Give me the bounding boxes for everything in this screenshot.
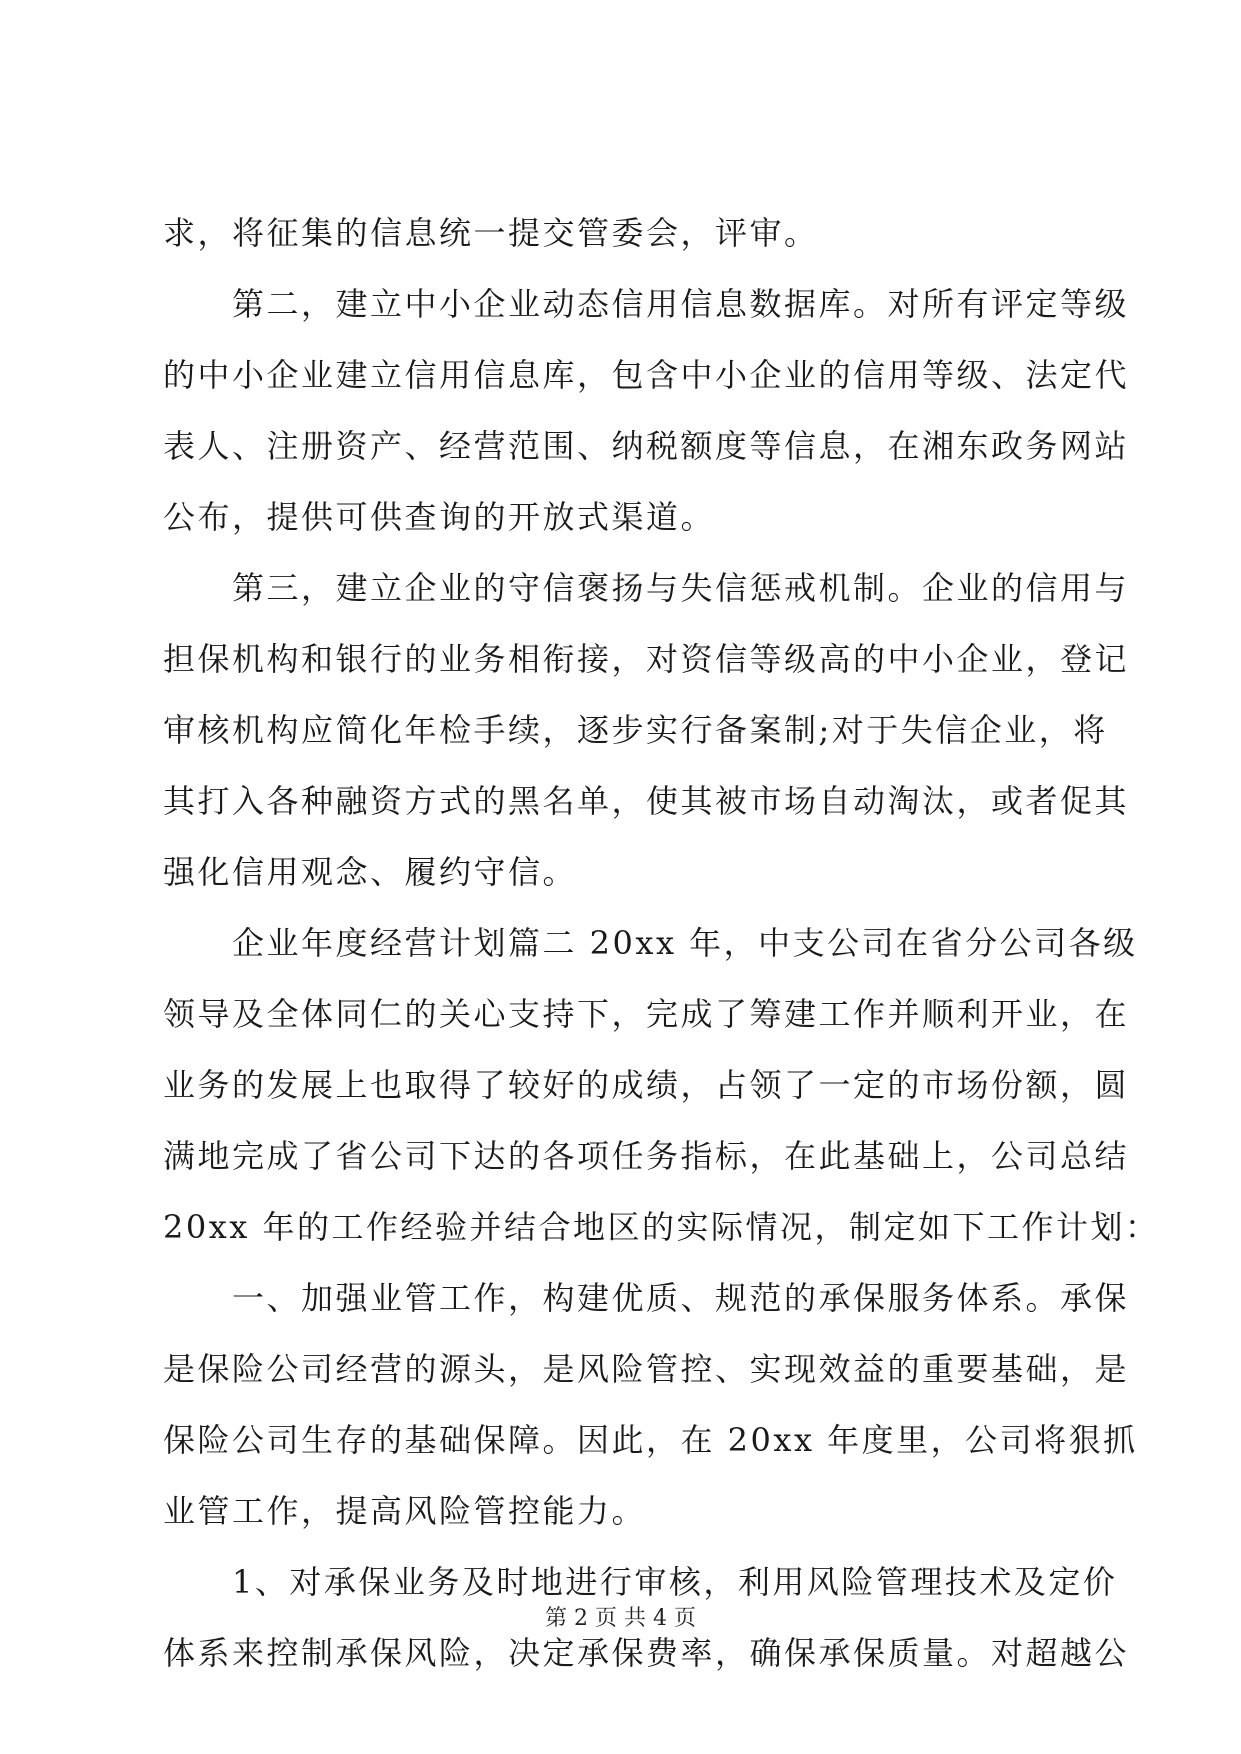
text-line: 担保机构和银行的业务相衔接，对资信等级高的中小企业，登记: [163, 640, 1130, 678]
text-line: 审核机构应简化年检手续，逐步实行备案制;对于失信企业，将: [163, 711, 1108, 749]
document-body: [163, 206, 1160, 1697]
text-line: 20xx 年的工作经验并结合地区的实际情况，制定如下工作计划：: [163, 1208, 1160, 1246]
text-line: 领导及全体同仁的关心支持下，完成了筹建工作并顺利开业，在: [163, 995, 1130, 1033]
text-line: 保险公司生存的基础保障。因此，在 20xx 年度里，公司将狠抓: [163, 1421, 1138, 1459]
text-line: 的中小企业建立信用信息库，包含中小企业的信用等级、法定代: [163, 356, 1130, 394]
text-line: 第二，建立中小企业动态信用信息数据库。对所有评定等级: [163, 285, 1130, 323]
text-line: 企业年度经营计划篇二 20xx 年，中支公司在省分公司各级: [163, 924, 1138, 962]
text-line: 业务的发展上也取得了较好的成绩，占领了一定的市场份额，圆: [163, 1066, 1130, 1104]
text-line: 是保险公司经营的源头，是风险管控、实现效益的重要基础，是: [163, 1350, 1130, 1388]
text-line: 满地完成了省公司下达的各项任务指标，在此基础上，公司总结: [163, 1137, 1130, 1175]
text-line: 其打入各种融资方式的黑名单，使其被市场自动淘汰，或者促其: [163, 782, 1130, 820]
text-line: 强化信用观念、履约守信。: [163, 853, 578, 891]
text-line: 表人、注册资产、经营范围、纳税额度等信息，在湘东政务网站: [163, 427, 1130, 465]
text-line: 第三，建立企业的守信褒扬与失信惩戒机制。企业的信用与: [163, 569, 1130, 607]
text-line: 体系来控制承保风险，决定承保费率，确保承保质量。对超越公: [163, 1634, 1130, 1672]
text-line: 一、加强业管工作，构建优质、规范的承保服务体系。承保: [163, 1279, 1130, 1317]
text-line: 1、对承保业务及时地进行审核，利用风险管理技术及定价: [163, 1563, 1118, 1601]
text-line: 业管工作，提高风险管控能力。: [163, 1492, 647, 1530]
text-line: 公布，提供可供查询的开放式渠道。: [163, 498, 716, 536]
page-footer: 第 2 页 共 4 页: [545, 1606, 696, 1631]
text-line: 求，将征集的信息统一提交管委会，评审。: [163, 214, 819, 252]
